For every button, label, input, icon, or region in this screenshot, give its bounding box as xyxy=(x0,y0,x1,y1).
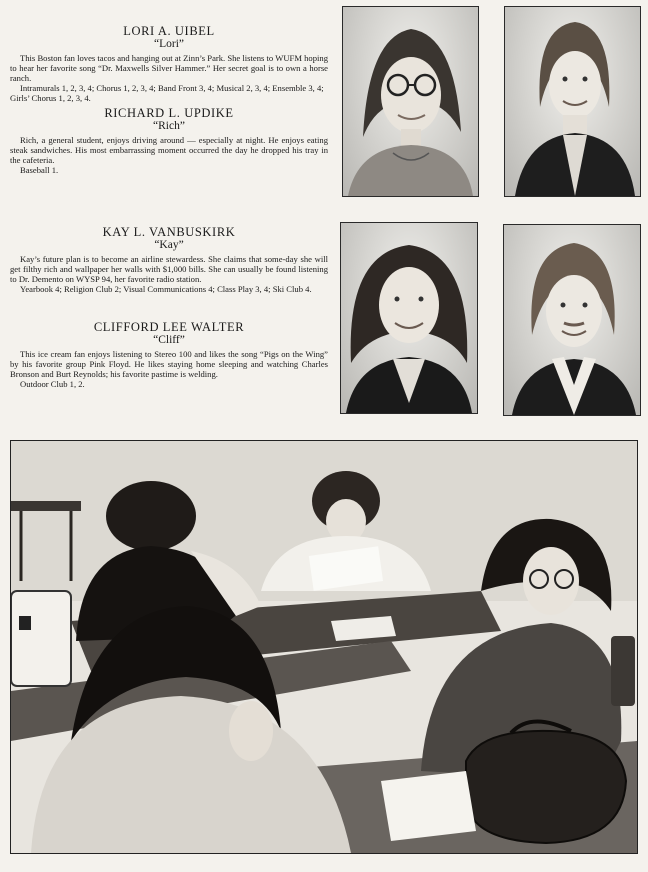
portrait-lori-image xyxy=(343,7,478,196)
student-name: LORI A. UIBEL xyxy=(123,24,215,38)
student-bio: This Boston fan loves tacos and hanging out at Zinn’s Park. She listens to WUFM hoping to hear her favorite song “Dr. Maxwells Silver Hammer.” Her secret goal is to own a horse ranch. xyxy=(10,53,328,83)
portrait-kay-image xyxy=(341,223,477,413)
student-nickname: “Cliff” xyxy=(153,334,185,346)
student-nickname: “Lori” xyxy=(153,38,184,50)
student-bio: Rich, a general student, enjoys driving around — especially at night. He enjoys eating steak sandwiches. His most embarrassing moment occurred the day he dropped his tray in the cafeteria. xyxy=(10,135,328,165)
student-name: KAY L. VANBUSKIRK xyxy=(102,225,236,239)
student-activities: Intramurals 1, 2, 3, 4; Chorus 1, 2, 3, 4; Band Front 3, 4; Musical 2, 3, 4; Ensemble 3, 4; Girls’ Chorus 1, 2, 3, 4. xyxy=(10,83,324,103)
student-name: CLIFFORD LEE WALTER xyxy=(93,320,245,334)
portrait-kay xyxy=(340,222,478,414)
student-activities: Outdoor Club 1, 2. xyxy=(20,379,85,389)
portrait-clifford xyxy=(503,224,641,416)
student-name: RICHARD L. UPDIKE xyxy=(104,106,234,120)
portrait-richard xyxy=(504,6,641,197)
student-bio: Kay’s future plan is to become an airline stewardess. She claims that some-day she will get filthy rich and wallpaper her walls with $1,000 bills. She can usually be found listening to Dr. Demento on WYSP 94, her favorite radio station. xyxy=(10,254,328,284)
student-nickname: “Rich” xyxy=(153,120,185,132)
student-entry-richard xyxy=(10,106,328,175)
student-activities: Yearbook 4; Religion Club 2; Visual Communications 4; Class Play 3, 4; Ski Club 4. xyxy=(20,284,312,294)
student-bio: This ice cream fan enjoys listening to Stereo 100 and likes the song “Pigs on the Wing” by his favorite group Pink Floyd. He likes staying home sleeping and watching Charles Bronson and Burt Reynolds; his favorite pastime is welding. xyxy=(10,349,328,379)
student-entry-kay xyxy=(10,225,328,294)
classroom-photo xyxy=(10,440,638,854)
portrait-richard-image xyxy=(505,7,640,196)
classroom-photo-image xyxy=(11,441,637,853)
student-activities: Baseball 1. xyxy=(20,165,59,175)
student-nickname: “Kay” xyxy=(154,239,184,251)
student-entry-lori xyxy=(10,24,328,103)
portrait-clifford-image xyxy=(504,225,640,415)
student-entry-clifford xyxy=(10,320,328,389)
portrait-lori xyxy=(342,6,479,197)
